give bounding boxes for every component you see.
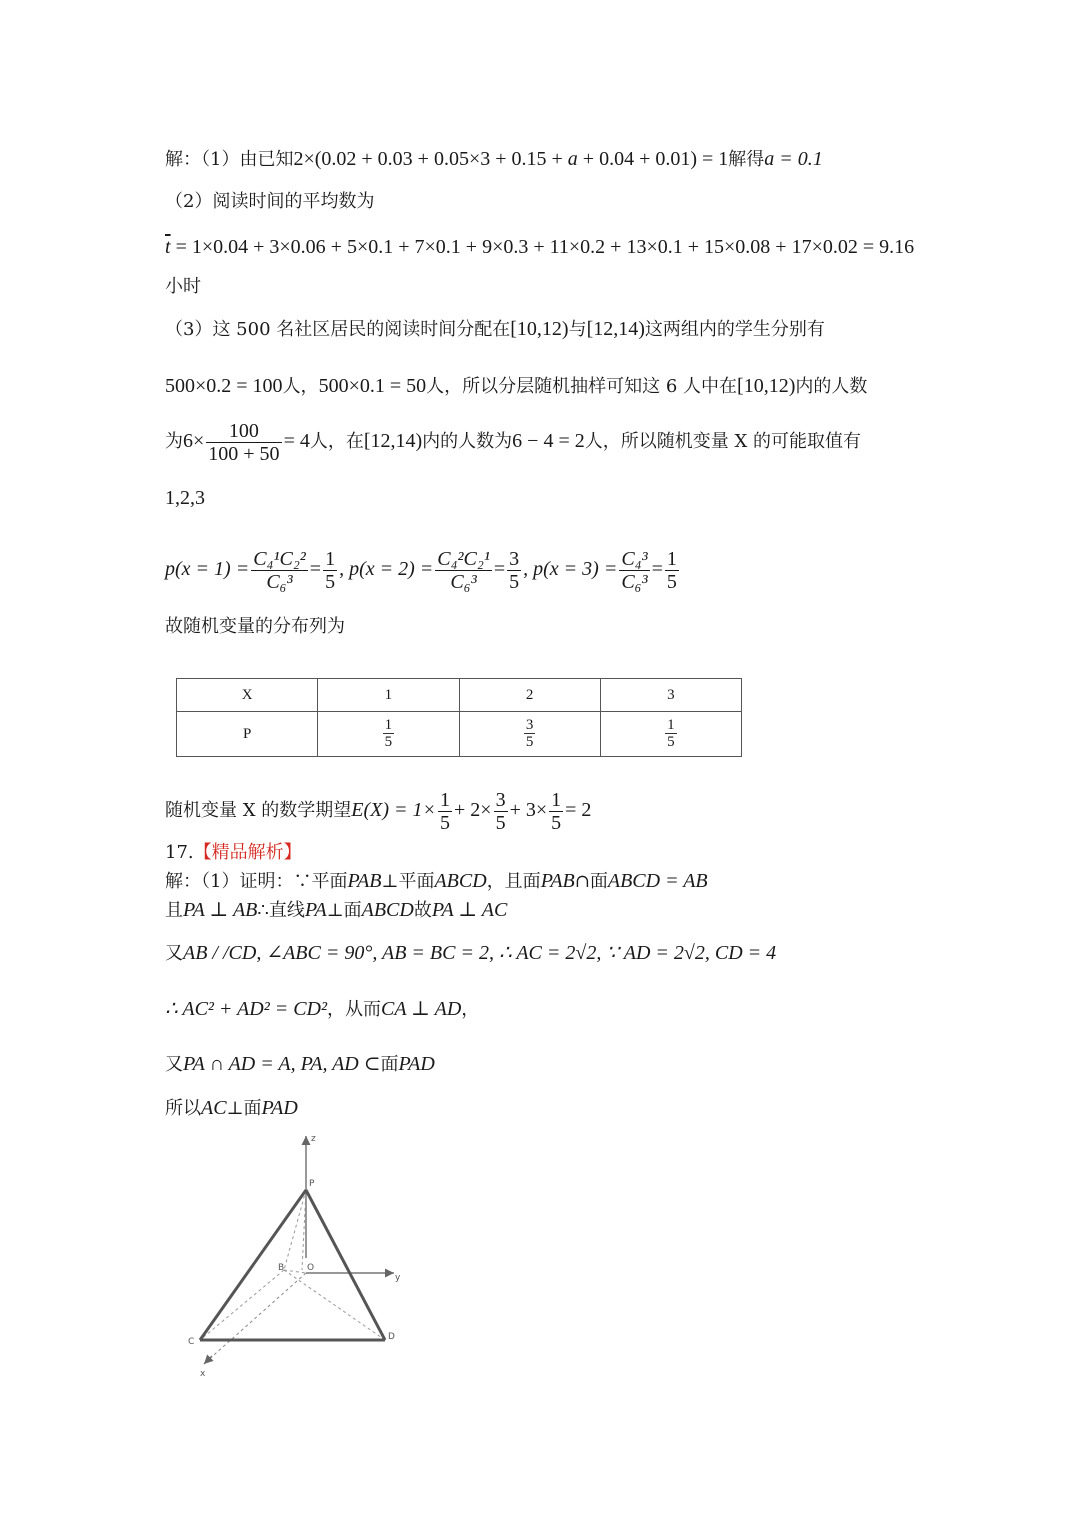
math: PAD [261,1097,298,1119]
text: 内的人数 [795,376,868,397]
denominator: 5 [525,734,534,750]
denominator: C₆³ [450,570,477,593]
text: 所以 [165,1098,201,1119]
math: PA ⊥ AB [183,899,258,921]
text: 又 [165,1054,183,1075]
equation: 6 − 4 = 2 [512,430,585,452]
table-cell [600,712,741,757]
denominator: C₆³ [621,570,648,593]
math: ∴ AC² + AD² = CD² [165,998,327,1020]
x-axis-arrow [204,1356,212,1364]
table-cell [318,712,459,757]
interval: [12,14) [363,430,423,452]
interval: [12,14) [586,318,645,340]
equation: = 4 [283,430,310,452]
proof-line-3 [165,940,776,967]
text: 这两组内的学生分别有 [644,319,825,340]
table-header-cell: 1 [318,679,459,712]
text: ，且面 [486,871,541,892]
pyramid-figure [180,1130,420,1380]
proof-line-5 [165,1051,435,1078]
label-z: z [311,1134,316,1144]
text: ⊥平面 [381,871,435,892]
question-17-header [165,840,302,866]
text: 为 [165,431,183,452]
interval: [10,12) [510,318,569,340]
text: 解：（1）由已知 [165,149,294,170]
answer: a = 0.1 [764,148,823,170]
table-row-label: P [177,712,318,757]
text: 人， [282,376,319,397]
label-p: P [309,1179,315,1189]
label-o: O [307,1263,315,1273]
label-b: B [278,1263,285,1273]
math: PA ⊥ AC [431,899,508,921]
numerator: 1 [384,717,393,733]
text: ⊥面 [226,1098,262,1119]
table-header-cell: 3 [600,679,741,712]
math: AB / /CD, ∠ABC = 90°, AB = BC = 2, ∴ AC = 2√2, ∵ AD = 2√2, CD = 4 [183,942,777,964]
distribution-intro: 故随机变量的分布列为 [165,616,345,637]
math: ABCD [361,899,414,921]
table-cell [459,712,600,757]
solution-line-3 [165,316,825,343]
text: 人，所以随机变量 X 的可能取值有 [584,431,861,452]
denominator: 5 [440,811,451,834]
denominator: 5 [667,734,675,750]
text: 随机变量 X 的数学期望 [165,800,352,821]
math: AC [201,1097,227,1119]
proof-line-6 [165,1095,298,1122]
equation: 6× [183,430,205,452]
fraction [251,548,308,593]
denominator: 5 [384,734,393,750]
solution-line-2: （2）阅读时间的平均数为 [165,191,375,212]
numerator: 3 [525,717,534,733]
math: ABCD = AB [607,870,708,892]
label-d: D [388,1332,395,1342]
numerator: 3 [495,788,506,811]
denominator: 5 [495,811,506,834]
text: 人，所以分层随机抽样可知这 6 人中在 [426,376,738,397]
distribution-table [176,678,742,757]
equation: = 2 [565,799,592,821]
proof-line-4 [165,996,479,1023]
equation: 500×0.2 = 100 [165,375,283,397]
label-x: x [200,1369,206,1379]
table-header-cell: X [177,679,318,712]
math: PAB [540,870,575,892]
probability-equations: p(x = 1) = $\frac{\text{C₄¹C₂²}}{\text{C₆³}}$ = $\frac{1}{5}$ , p(x = 2) = $\frac{\text{C₄²C₂¹}}{\text{C₆³}}$ = $\frac{3}{5}$ , p(x = 3) = $\frac{\text{C₄³}}{\text{C₆³}}$ = $\frac{1}{5}$ [165,547,677,593]
text: 故 [413,900,432,921]
text: 解：（1）证明：∵平面 [165,871,348,892]
numerator: 100 [206,420,281,443]
equation: = 1×0.04 + 3×0.06 + 5×0.1 + 7×0.1 + 9×0.3 + 11×0.2 + 13×0.1 + 15×0.08 + 17×0.02 = 9.16 [170,236,915,258]
denominator: 100 + 50 [208,442,280,465]
numerator: C₄¹C₂² [253,547,306,570]
variable: a [567,148,578,170]
fraction [665,548,679,593]
math: PA [304,899,327,921]
value-list: 1,2,3 [165,487,205,509]
math: PAD [398,1053,435,1075]
x-axis [206,1273,306,1362]
denominator: 5 [551,811,562,834]
probability-lhs: , p(x = 2) = [339,558,434,580]
math: PA ∩ AD = A, PA, AD ⊂ [183,1053,381,1075]
fraction [549,789,563,834]
probability-lhs: , p(x = 3) = [523,558,618,580]
text: ， [461,999,480,1020]
numerator: 1 [667,717,675,733]
interval: [10,12) [737,375,796,397]
text: ，从而 [326,999,381,1020]
equation: 2×(0.02 + 0.03 + 0.05×3 + 0.15 + [293,148,568,170]
mean-variable: $\overline{t}$ [165,236,171,258]
text: ∩面 [574,871,608,892]
equation: E(X) = 1× [351,799,437,821]
equation: + 2× [454,799,492,821]
numerator: 1 [666,547,677,570]
numerator: C₄³ [621,547,648,570]
text: （3）这 500 名社区居民的阅读时间分配在 [165,319,511,340]
text: 且 [165,900,183,921]
fraction [323,548,337,593]
proof-line-2 [165,897,507,924]
numerator: 3 [509,547,520,570]
math: PAB [347,870,382,892]
numerator: 1 [325,547,336,570]
question-number: 17. [165,842,194,863]
numerator: 1 [440,788,451,811]
denominator: 5 [325,570,336,593]
solution-line-5 [165,416,861,467]
fraction [619,548,649,593]
label-y: y [395,1273,401,1283]
fraction [435,548,492,593]
numerator: C₄²C₂¹ [437,547,490,570]
fraction [438,789,452,834]
denominator: 5 [666,570,677,593]
equation: + 3× [509,799,548,821]
solution-line-4 [165,373,867,400]
unit-text: 小时 [165,276,201,297]
mean-equation [165,234,914,261]
text: 人，在 [309,431,364,452]
table-header-cell: 2 [459,679,600,712]
math: ABCD [434,870,487,892]
fraction [507,548,521,593]
text: 解得 [728,149,765,170]
solution-line-1 [165,146,823,173]
fraction [206,420,281,465]
text: 与 [568,319,587,340]
fraction [494,789,508,834]
equation: 500×0.1 = 50 [318,375,427,397]
numerator: 1 [551,788,562,811]
equation: + 0.04 + 0.01) = 1 [577,148,729,170]
proof-line-1 [165,868,708,895]
expectation-line [165,784,591,837]
analysis-tag: 【精品解析】 [193,842,302,863]
probability-lhs: p(x = 1) = [165,558,250,580]
denominator: C₆³ [266,570,293,593]
hidden-edges [200,1190,385,1340]
math: CA ⊥ AD [380,998,462,1020]
table-row [177,679,742,712]
denominator: 5 [509,570,520,593]
label-c: C [188,1337,195,1347]
text: 面 [380,1054,399,1075]
text: ⊥面 [326,900,362,921]
text: ∴直线 [257,900,305,921]
table-row [177,712,742,757]
text: 又 [165,943,183,964]
text: 内的人数为 [422,431,513,452]
